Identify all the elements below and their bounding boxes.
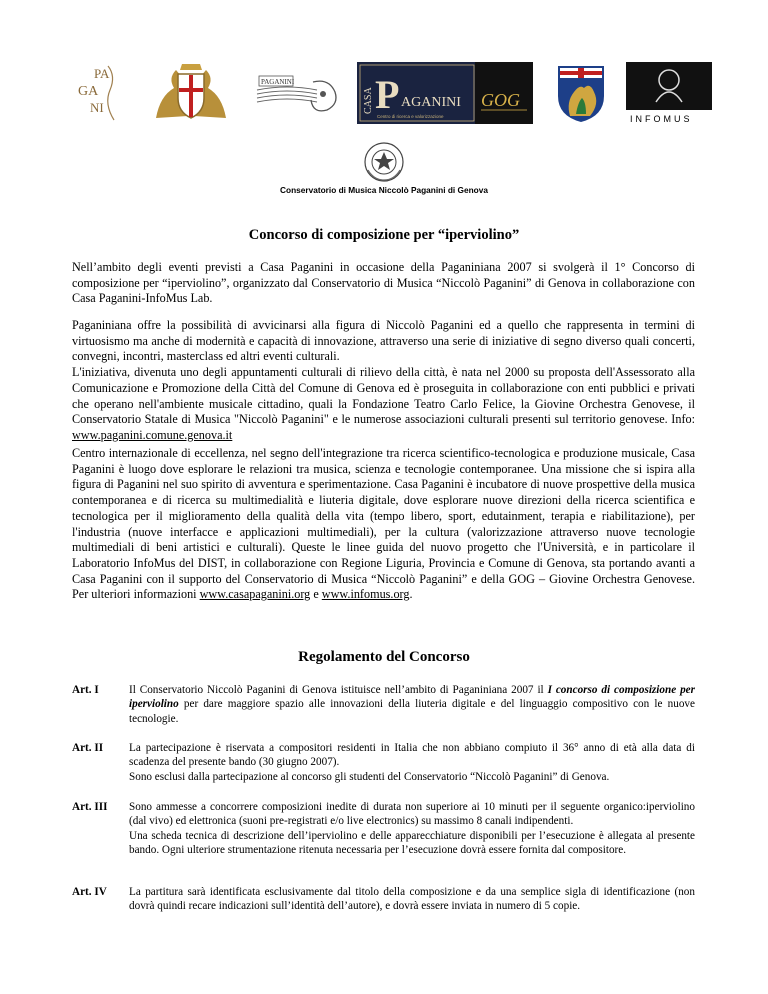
italian-republic-emblem-icon [362,140,406,184]
paganini-mark-graphic [70,62,132,124]
page-title: Concorso di composizione per “iperviolino” [248,227,520,243]
svg-text:P: P [375,72,400,117]
institution-name: Conservatorio di Musica Niccolò Paganini di Genova [280,185,488,195]
svg-text:AGANINI: AGANINI [401,95,461,110]
casa-paganini-graphic [357,62,477,124]
infomus-link[interactable]: www.infomus.org [321,587,410,602]
violin-icon [253,62,343,124]
logo-strip [70,62,710,124]
gog-logo [475,62,533,124]
liguria-region-logo [550,62,612,124]
casa-paganini-logo [357,62,477,124]
paganini-site-link[interactable]: www.paganini.comune.genova.it [72,427,233,442]
article-4 [72,885,695,914]
paragraph-end: . [409,587,413,602]
article-label: Art. I [72,684,99,696]
intro-paragraph-3-text: L'iniziativa, divenuta uno degli appuntamenti culturali di rilievo della città, è nata nel 2000 su proposta dell'Assessorato alla Comunicazione e Promozione della Città del Comune di Genova ed è proseguita in collaborazione con enti pubblici e privati che operano nell'ambiente musicale cittadino, quali la Fondazione Teatro Carlo Felice, la Giovine Orchestra Genovese, il Conservatorio Statale di Musica "Niccolò Paganini" e le numerose associazioni culturali presenti sul territorio genovese. Info: [72,365,695,427]
svg-text:GA: GA [78,84,99,99]
article-3 [72,800,695,857]
genoa-coat-of-arms-logo [150,62,232,124]
intro-paragraph-2 [72,318,695,444]
infomus-graphic [626,62,712,124]
contest-name-emphasis: I concorso di composizione per iperviolino [129,684,696,711]
article-text: La partecipazione è riservata a compositori residenti in Italia che non abbiano compiuto il 36° anno di età alla data di scadenza del presente bando (30 giugno 2007). Sono esclusi dalla partecipazione al concorso gli studenti del Conservatorio “Niccolò Paganini” di Genova. [129,742,695,783]
infomus-logo [626,62,712,124]
intro-paragraph-4-text: Centro internazionale di eccellenza, nel segno dell'integrazione tra ricerca scientifico-tecnologica e produzione musicale, Casa Paganini è luogo dove esplorare le relazioni tra musica, scienza e tecnologie contemporanee. Una missione che si ispira alla figura di Paganini nel suo spirito di avventura e sperimentazione. Casa Paganini è incubatore di nuove prospettive della musica contemporanea e di ricerca su multimedialità e liuteria digitale, dove esplorare nuove direzioni della ricerca scientifica e tecnologica per il miglioramento della qualità della vita (tempo libero, sport, edutainment, terapia e riabilitazione), per l'industria (nuove interfacce e applicazioni multimediali), per la cultura (valorizzazione attraverso nuove tecnologie multimediali di beni artistici e culturali). Queste le linee guida del nuovo progetto che l'Università, e in particolare il Laboratorio InfoMus del DIST, in collaborazione con Regione Liguria, Provincia e Comune di Genova, sta portando avanti a Casa Paganini con il supporto del Conservatorio di Musica “Niccolò Paganini” e della GOG – Giovine Orchestra Genovese. Per ulteriori informazioni [72,446,695,602]
region-shield-icon [550,62,612,124]
article-text: Il Conservatorio Niccolò Paganini di Genova istituisce nell’ambito di Paganiniana 2007 il I concorso di composizione per iperviolino per dare maggiore spazio alle innovazioni della liuteria digitale e del linguaggio compositivo con le nuove tecnologie. [129,684,696,725]
intro-paragraph-1 [72,260,695,307]
link-separator: e [310,587,322,602]
paganini-logo [70,62,132,124]
paganini-violin-logo [253,62,343,124]
rules-title: Regolamento del Concorso [298,649,470,665]
article-text: Sono ammesse a concorrere composizioni inedite di durata non superiore ai 10 minuti per il seguente organico:iperviolino (dal vivo) ed elettronica (suoni pre-registrati e/o live electronics) su massimo 8 canali indipendenti. Una scheda tecnica di descrizione dell’iperviolino e delle apparecchiature disponibili per l’esecuzione è allegata al presente bando. Ogni ulteriore strumentazione ritenuta necessaria per l’esecuzione dovrà essere fornita dal compositore. [129,801,695,856]
svg-text:GOG: GOG [481,90,520,110]
intro-paragraph-2-text: Paganiniana offre la possibilità di avvicinarsi alla figura di Niccolò Paganini ed a quello che rappresenta in termini di virtuosismo ma anche di modernità e capacità di innovazione, attraverso una serie di iniziative di segno diverso quali concerti, convegni, incontri, masterclass ed altri eventi culturali. [72,318,695,364]
article-label: Art. II [72,742,104,754]
intro-paragraph-1-text: Nell’ambito degli eventi previsti a Casa Paganini in occasione della Paganiniana 2007 si svolgerà il 1° Concorso di composizione per “iperviolino”, organizzato dal Conservatorio di Musica “Niccolò Paganini” di Genova in collaborazione con Casa Paganini-InfoMus Lab. [72,260,695,306]
svg-text:PA: PA [94,66,110,81]
gog-graphic [475,62,533,124]
article-label: Art. IV [72,886,107,898]
casapaganini-link[interactable]: www.casapaganini.org [199,587,311,602]
svg-text:NI: NI [90,100,104,115]
svg-text:CASA: CASA [363,87,374,114]
svg-text:Centro di ricerca e valorizzaz: Centro di ricerca e valorizzazione [377,114,444,119]
article-label: Art. III [72,801,108,813]
svg-text:PAGANINI: PAGANINI [261,78,295,86]
svg-text:INFOMUS: INFOMUS [630,114,693,124]
article-2 [72,741,695,784]
griffins-crest-icon [150,62,232,124]
article-1 [72,683,695,726]
article-text: La partitura sarà identificata esclusivamente dal titolo della composizione e da una semplice sigla di identificazione (non dovrà quindi recare indicazioni sull’identità dell’autore), e dovrà essere inviata in numero di 5 copie. [129,886,695,913]
intro-paragraph-4 [72,446,695,603]
